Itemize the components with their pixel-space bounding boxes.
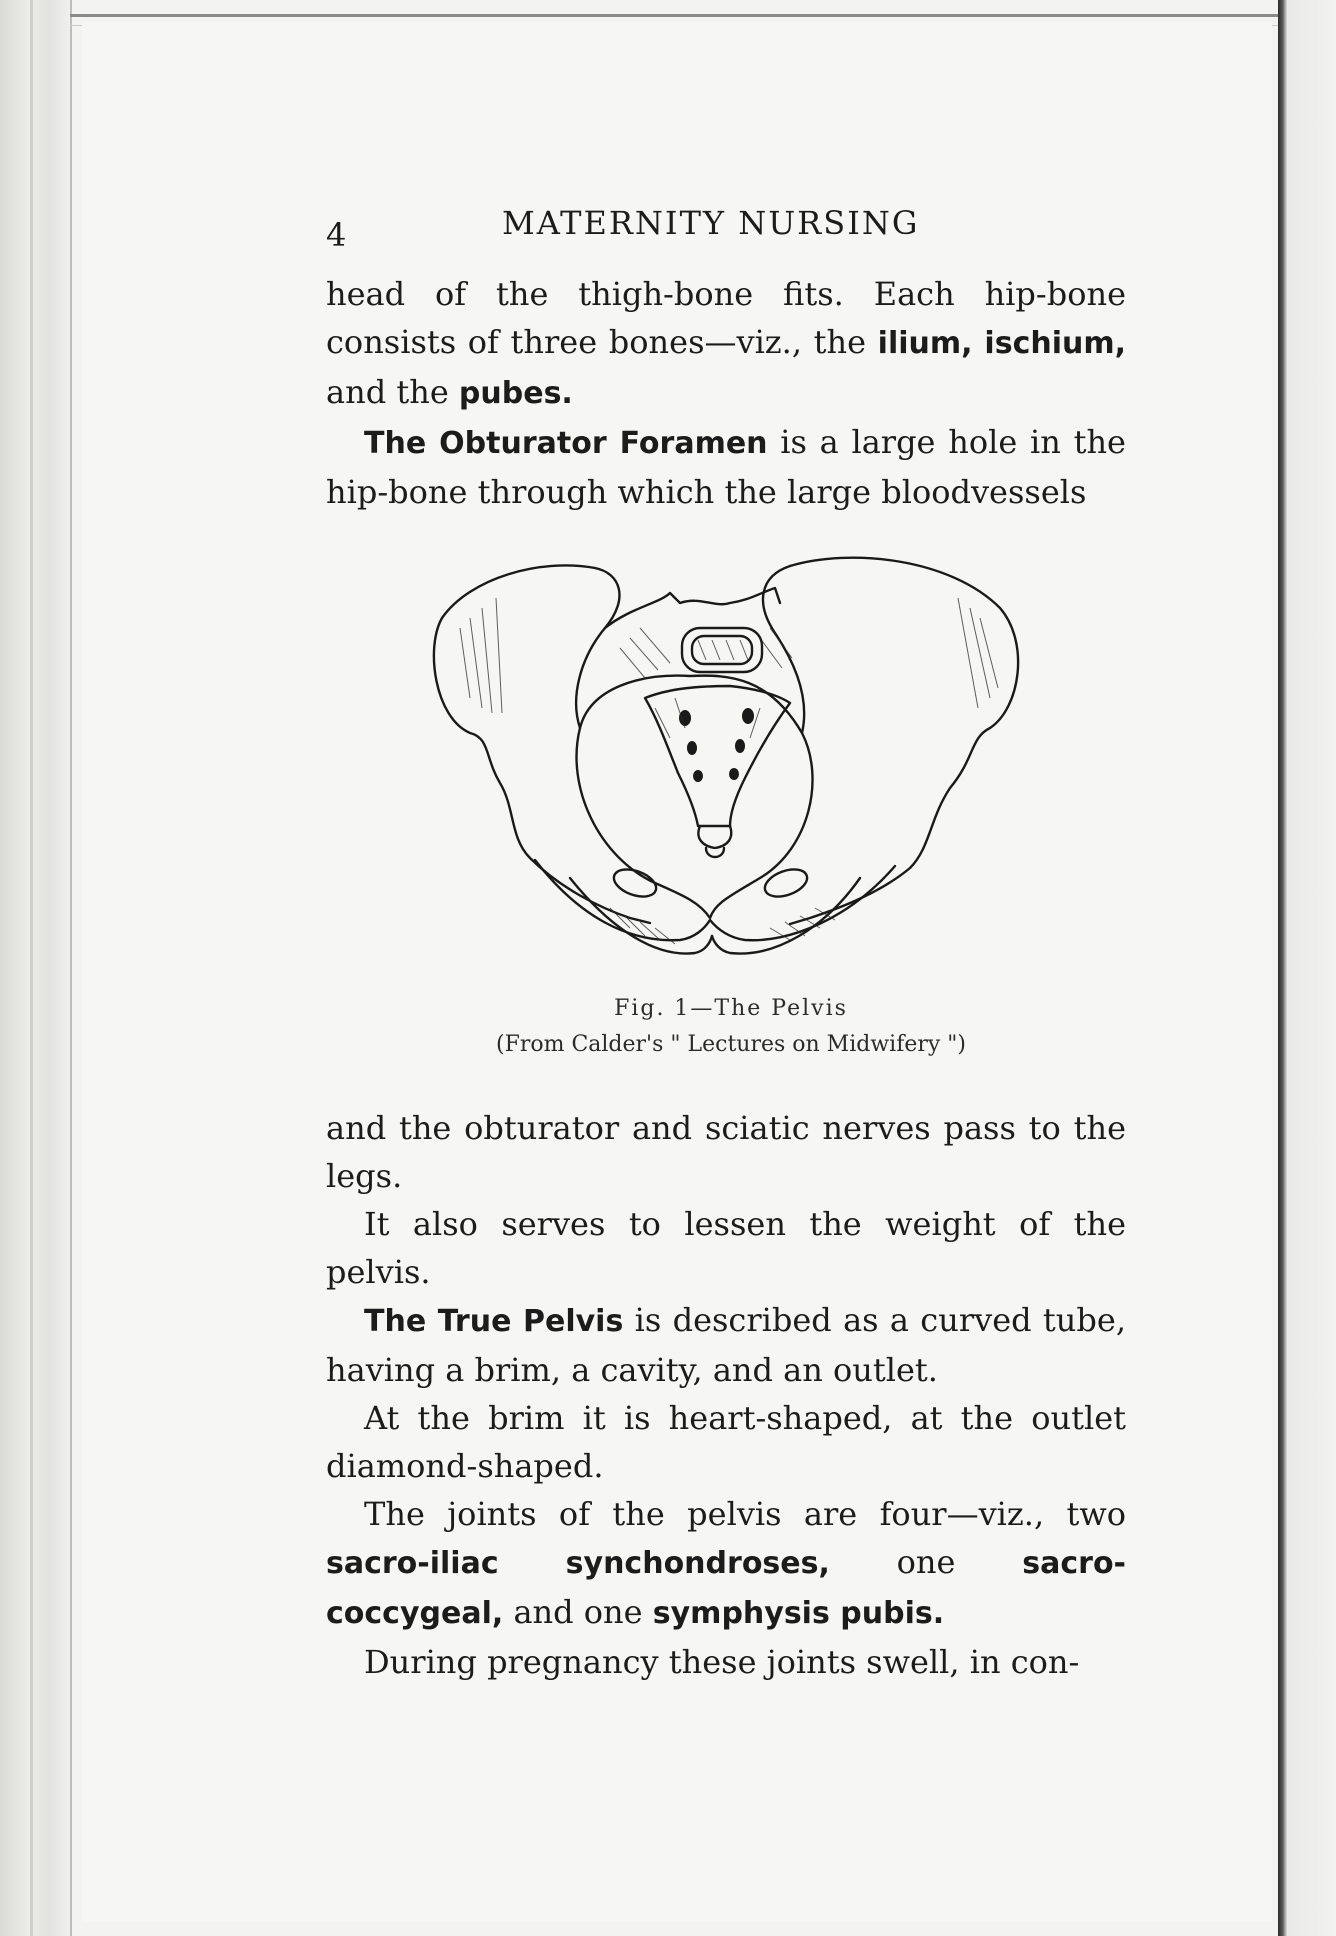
paragraph [326, 1104, 1126, 1200]
paragraph [326, 1394, 1126, 1490]
bold-term: The True Pelvis [364, 1304, 624, 1339]
bold-term: symphysis pubis. [652, 1596, 945, 1631]
text-run: and the [326, 373, 459, 411]
pelvis-illustration [430, 548, 1030, 978]
figure-caption-source: (From Calder's " Lectures on Midwifery ") [495, 1032, 966, 1057]
text-run: and one [503, 1593, 653, 1631]
bold-term: The Obturator Foramen [364, 426, 768, 461]
running-title: MATERNITY NURSING [502, 204, 920, 242]
text-block-top [326, 270, 1126, 516]
page-number: 4 [326, 216, 347, 254]
text-block-bottom [326, 1104, 1126, 1686]
text-run: It also serves to lessen the weight of the pelvis. [326, 1205, 1126, 1291]
bold-term: pubes. [458, 376, 573, 411]
paragraph [326, 1296, 1126, 1394]
scan-edge-right [1278, 0, 1336, 1936]
text-run: and the obturator and sciatic nerves pass to the legs. [326, 1109, 1126, 1195]
text-run: is a large hole in the hip-bone through which the large bloodvessels [326, 423, 1126, 511]
text-run: During pregnancy these joints swell, in con- [364, 1643, 1080, 1681]
text-run: one [829, 1543, 1023, 1581]
paragraph [326, 270, 1126, 418]
figure-caption-title: Fig. 1—The Pelvis [614, 996, 848, 1021]
text-run: is described as a curved tube, having a brim, a cavity, and an outlet. [326, 1301, 1126, 1389]
paragraph [326, 1638, 1126, 1686]
paragraph [326, 418, 1126, 516]
bold-term: ilium, ischium, [877, 326, 1127, 361]
text-run: The joints of the pelvis are four—viz., two [364, 1495, 1126, 1533]
bold-term: sacro-coccygeal, [326, 1546, 1127, 1631]
text-run: head of the thigh-bone fits. Each hip-bone consists of three bones—viz., the [326, 275, 1126, 361]
paragraph [326, 1490, 1126, 1638]
scan-edge-left [0, 0, 72, 1936]
paragraph [326, 1200, 1126, 1296]
text-run: At the brim it is heart-shaped, at the outlet diamond-shaped. [326, 1399, 1126, 1485]
page-header [326, 204, 1136, 254]
bold-term: sacro-iliac synchondroses, [326, 1546, 830, 1581]
